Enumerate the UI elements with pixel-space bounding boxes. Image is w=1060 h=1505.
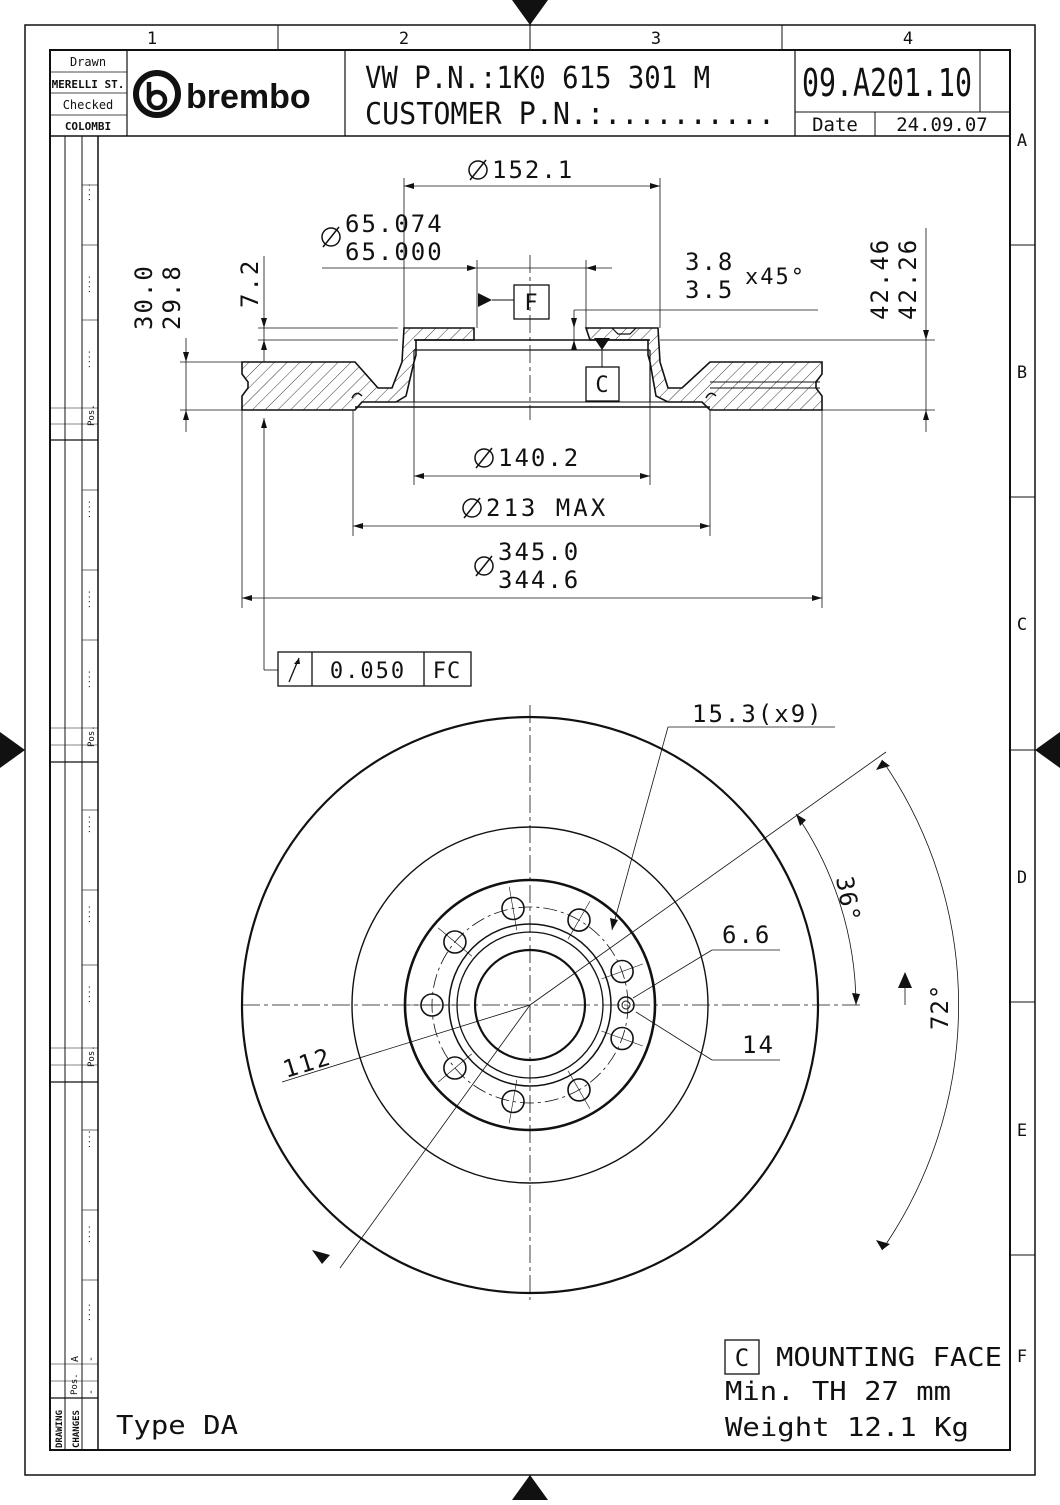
customer-part-number: CUSTOMER P.N.:.......... <box>365 97 775 132</box>
diameter-symbol <box>475 556 493 576</box>
mounting-face-code: C <box>734 1344 750 1372</box>
vw-part-number: VW P.N.:1K0 615 301 M <box>365 61 710 96</box>
drawing-number: 09.A201.10 <box>802 61 972 105</box>
bolt-hole-centerline <box>568 1071 590 1109</box>
svg-text:....: .... <box>83 1224 92 1244</box>
svg-text:....: .... <box>83 1302 92 1322</box>
row-label: C <box>1016 615 1028 635</box>
revision-strip <box>50 136 98 1450</box>
brand-wordmark: brembo <box>186 78 311 116</box>
row-label: E <box>1016 1121 1028 1141</box>
runout-reference: FC <box>432 659 462 684</box>
dim-outer-min: 344.6 <box>498 566 581 594</box>
revision-mark: A <box>70 1355 81 1362</box>
weight-note: Weight 12.1 Kg <box>725 1413 969 1443</box>
pos-label: Pos. <box>87 404 97 426</box>
section-view <box>242 255 822 420</box>
row-label: F <box>1016 1347 1028 1367</box>
svg-text:....: .... <box>83 589 92 609</box>
row-label: D <box>1016 868 1028 888</box>
svg-text:....: .... <box>83 669 92 689</box>
diameter-symbol <box>322 227 340 247</box>
dim-offset-min: 42.26 <box>894 237 922 320</box>
dim-outer-max: 345.0 <box>498 538 581 566</box>
dim-hub-max-diameter: 213 MAX <box>486 494 609 522</box>
svg-text:....: .... <box>83 904 92 924</box>
dim-hat-thickness: 7.2 <box>236 258 264 308</box>
datum-c-label: C <box>595 373 609 398</box>
drawing-label: DRAWING <box>55 1410 65 1448</box>
front-view-arrowheads <box>312 760 912 1264</box>
pos-label: Pos. <box>70 1373 80 1395</box>
dim-thickness-max: 30.0 <box>130 264 158 330</box>
pitch-circle-diameter: 112 <box>279 1042 335 1084</box>
section-dimension-lines <box>180 178 935 670</box>
angle-36: 36° <box>830 874 866 925</box>
dim-hat-inner-diameter: 140.2 <box>498 444 581 472</box>
small-hole-size: 6.6 <box>722 921 772 949</box>
changes-label: CHANGES <box>72 1410 82 1448</box>
drawn-label: Drawn <box>69 55 107 69</box>
drawn-by: MERELLI ST. <box>51 78 125 91</box>
type-note: Type DA <box>116 1411 239 1441</box>
dim-thickness-min: 29.8 <box>158 264 186 330</box>
svg-text:....: .... <box>83 814 92 834</box>
pos-label: Pos. <box>87 1045 97 1067</box>
checked-label: Checked <box>62 98 114 112</box>
mounting-face-note: MOUNTING FACE <box>776 1343 1002 1373</box>
dim-chamfer-max: 3.8 <box>685 248 735 276</box>
column-label: 2 <box>398 29 410 49</box>
svg-text:....: .... <box>83 984 92 1004</box>
dim-pilot-min: 65.000 <box>345 238 444 266</box>
dim-chamfer-angle: x45° <box>745 265 806 290</box>
min-thickness-note: Min. TH 27 mm <box>725 1377 951 1407</box>
revision-mark: - <box>86 1355 97 1362</box>
revision-dots <box>83 183 92 1322</box>
revision-mark: - <box>86 1388 97 1395</box>
front-view <box>242 705 860 1300</box>
diameter-symbol <box>463 498 481 518</box>
row-label: A <box>1016 131 1028 151</box>
bolt-hole-centerline <box>509 1080 517 1123</box>
svg-text:....: .... <box>83 499 92 519</box>
bolt-hole-centerline <box>509 887 517 930</box>
svg-text:....: .... <box>83 349 92 369</box>
date-label: Date <box>812 114 858 136</box>
svg-text:....: .... <box>83 274 92 294</box>
bolt-hole-centerline <box>601 964 642 979</box>
column-label: 4 <box>902 29 914 49</box>
grid-column-ticks <box>278 25 782 50</box>
runout-value: 0.050 <box>329 659 407 684</box>
bolt-hole-centerline <box>568 901 590 939</box>
grid-row-ticks <box>1010 245 1035 1255</box>
dim-offset-max: 42.46 <box>866 237 894 320</box>
checked-by: COLOMBI <box>64 120 112 133</box>
column-label: 1 <box>146 29 158 49</box>
runout-tolerance-frame <box>278 652 471 686</box>
dim-pilot-max: 65.074 <box>345 210 444 238</box>
angle-72: 72° <box>926 983 954 1030</box>
pos-label: Pos. <box>87 725 97 747</box>
svg-text:....: .... <box>83 1129 92 1149</box>
svg-text:....: .... <box>83 182 92 202</box>
brembo-logo <box>136 73 311 116</box>
bolt-hole-centerline <box>601 1031 642 1046</box>
thread-size: 14 <box>742 1031 775 1059</box>
column-label: 3 <box>650 29 662 49</box>
bolt-hole-size: 15.3(x9) <box>692 700 824 728</box>
date-value: 24.09.07 <box>896 114 988 136</box>
diameter-symbol <box>475 448 493 468</box>
row-label: B <box>1016 363 1028 383</box>
datum-f-label: F <box>524 291 538 316</box>
dim-chamfer-min: 3.5 <box>685 276 735 304</box>
diameter-symbol <box>469 160 487 180</box>
dim-hat-top-diameter: 152.1 <box>492 156 575 184</box>
